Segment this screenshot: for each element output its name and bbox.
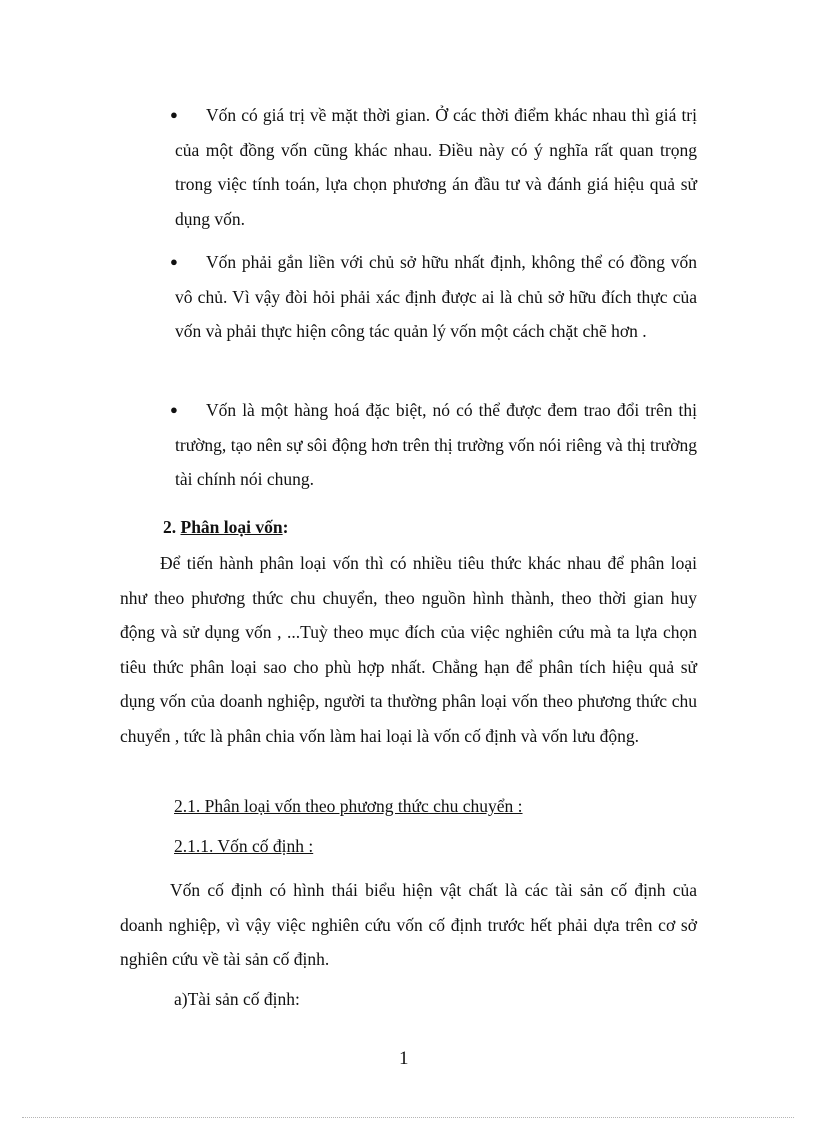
section-colon: : xyxy=(282,517,289,537)
subsubsection-heading: 2.1.1. Vốn cố định : xyxy=(174,836,314,856)
fixed-capital-paragraph xyxy=(120,873,697,977)
page-number: 1 xyxy=(399,1048,409,1069)
bullet-item-3 xyxy=(170,393,697,497)
subsection-heading: 2.1. Phân loại vốn theo phương thức chu chuyển : xyxy=(174,796,523,816)
bullet-item-1 xyxy=(170,98,697,236)
section-title: Phân loại vốn xyxy=(180,517,283,537)
section-heading-2 xyxy=(163,512,288,542)
section-number: 2. xyxy=(163,517,177,537)
section-2-paragraph xyxy=(120,546,697,753)
section-2-text: Để tiến hành phân loại vốn thì có nhiều tiêu thức khác nhau để phân loại như theo phương thức chu chuyển, theo nguồn hình thành, theo thời gian huy động và sử dụng vốn , ...Tuỳ theo mục đích của việc nghiên cứu mà ta lựa chọn tiêu thức phân loại sao cho phù hợp nhất. Chẳng hạn để phân tích hiệu quả sử dụng vốn của doanh nghiệp, người ta thường phân loại vốn theo phương thức chu chuyển , tức là phân chia vốn làm hai loại là vốn cố định và vốn lưu động. xyxy=(120,553,697,746)
fixed-capital-text: Vốn cố định có hình thái biểu hiện vật chất là các tài sản cố định của doanh nghiệp, vì vậy việc nghiên cứu vốn cố định trước hết phải dựa trên cơ sở nghiên cứu về tài sản cố định. xyxy=(120,880,697,969)
bullet-text-3: Vốn là một hàng hoá đặc biệt, nó có thể được đem trao đổi trên thị trường, tạo nên sự sôi động hơn trên thị trường vốn nói riêng và thị trường tài chính nói chung. xyxy=(175,400,697,489)
item-a-heading: a)Tài sản cố định: xyxy=(174,989,300,1009)
bullet-text-2: Vốn phải gắn liền với chủ sở hữu nhất định, không thể có đồng vốn vô chủ. Vì vậy đòi hỏi phải xác định được ai là chủ sở hữu đích thực của vốn và phải thực hiện công tác quản lý vốn một cách chặt chẽ hơn . xyxy=(175,252,697,341)
bullet-dot-icon: ● xyxy=(170,254,178,269)
bullet-dot-icon: ● xyxy=(170,402,178,417)
bottom-dotted-rule xyxy=(22,1117,794,1118)
bullet-text-1: Vốn có giá trị về mặt thời gian. Ở các thời điểm khác nhau thì giá trị của một đồng vốn cũng khác nhau. Điều này có ý nghĩa rất quan trọng trong việc tính toán, lựa chọn phương án đầu tư và đánh giá hiệu quả sử dụng vốn. xyxy=(175,105,697,229)
bullet-item-2 xyxy=(170,245,697,349)
bullet-dot-icon: ● xyxy=(170,107,178,122)
